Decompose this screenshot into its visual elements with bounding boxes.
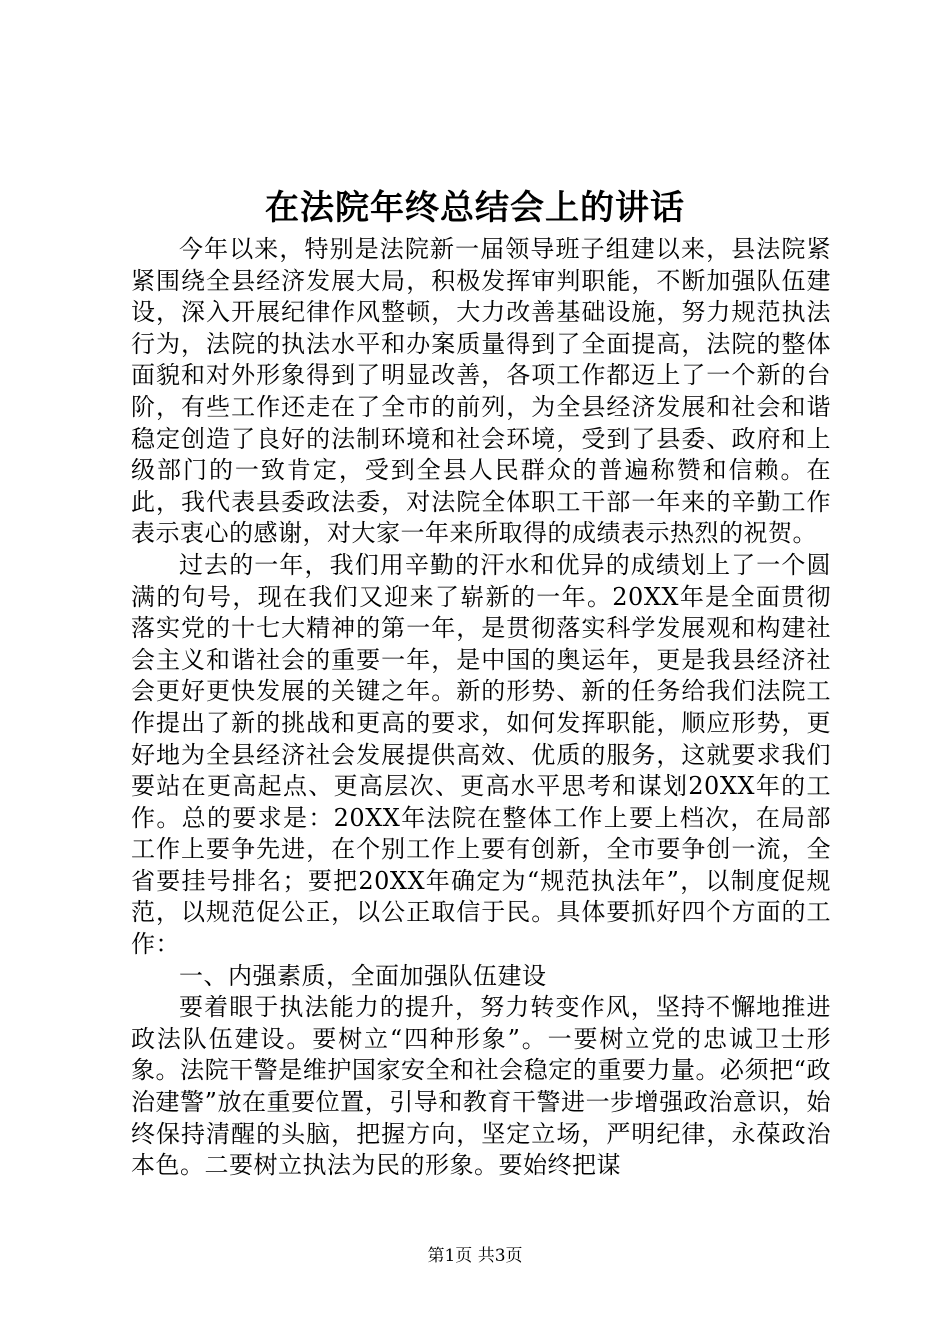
document-title: 在法院年终总结会上的讲话 bbox=[265, 188, 685, 228]
paragraph-past-year: 过去的一年，我们用辛勤的汗水和优异的成绩划上了一个圆满的句号，现在我们又迎来了崭新的一年。20XX年是全面贯彻落实党的十七大精神的第一年，是贯彻落实科学发展观和构建社会主义和谐社会的重要一年，是中国的奥运年，更是我县经济社会更好更快发展的关键之年。新的形势、新的任务给我们法院工作提出了新的挑战和更高的要求，如何发挥职能，顺应形势，更好地为全县经济社会发展提供高效、优质的服务，这就要求我们要站在更高起点、更高层次、更高水平思考和谋划20XX年的工作。总的要求是：20XX年法院在整体工作上要上档次，在局部工作上要争先进，在个别工作上要有创新，全市要争创一流，全省要挂号排名；要把20XX年确定为“规范执法年”，以制度促规范，以规范促公正，以公正取信于民。具体要抓好四个方面的工作： bbox=[131, 550, 831, 959]
section-heading-1: 一、内强素质，全面加强队伍建设 bbox=[179, 961, 547, 990]
page-footer: 第1页 共3页 bbox=[427, 1246, 523, 1266]
paragraph-intro: 今年以来，特别是法院新一届领导班子组建以来，县法院紧紧围绕全县经济发展大局，积极发挥审判职能，不断加强队伍建设，深入开展纪律作风整顿，大力改善基础设施，努力规范执法行为，法院的执法水平和办案质量得到了全面提高，法院的整体面貌和对外形象得到了明显改善，各项工作都迈上了一个新的台阶，有些工作还走在了全市的前列，为全县经济发展和社会和谐稳定创造了良好的法制环境和社会环境，受到了县委、政府和上级部门的一致肯定，受到全县人民群众的普遍称赞和信赖。在此，我代表县委政法委，对法院全体职工干部一年来的辛勤工作表示衷心的感谢，对大家一年来所取得的成绩表示热烈的祝贺。 bbox=[131, 235, 831, 548]
paragraph-team-building: 要着眼于执法能力的提升，努力转变作风，坚持不懈地推进政法队伍建设。要树立“四种形象”。一要树立党的忠诚卫士形象。法院干警是维护国家安全和社会稳定的重要力量。必须把“政治建警”放在重要位置，引导和教育干警进一步增强政治意识，始终保持清醒的头脑，把握方向，坚定立场，严明纪律，永葆政治本色。二要树立执法为民的形象。要始终把谋 bbox=[131, 993, 831, 1180]
document-body bbox=[131, 234, 831, 1182]
